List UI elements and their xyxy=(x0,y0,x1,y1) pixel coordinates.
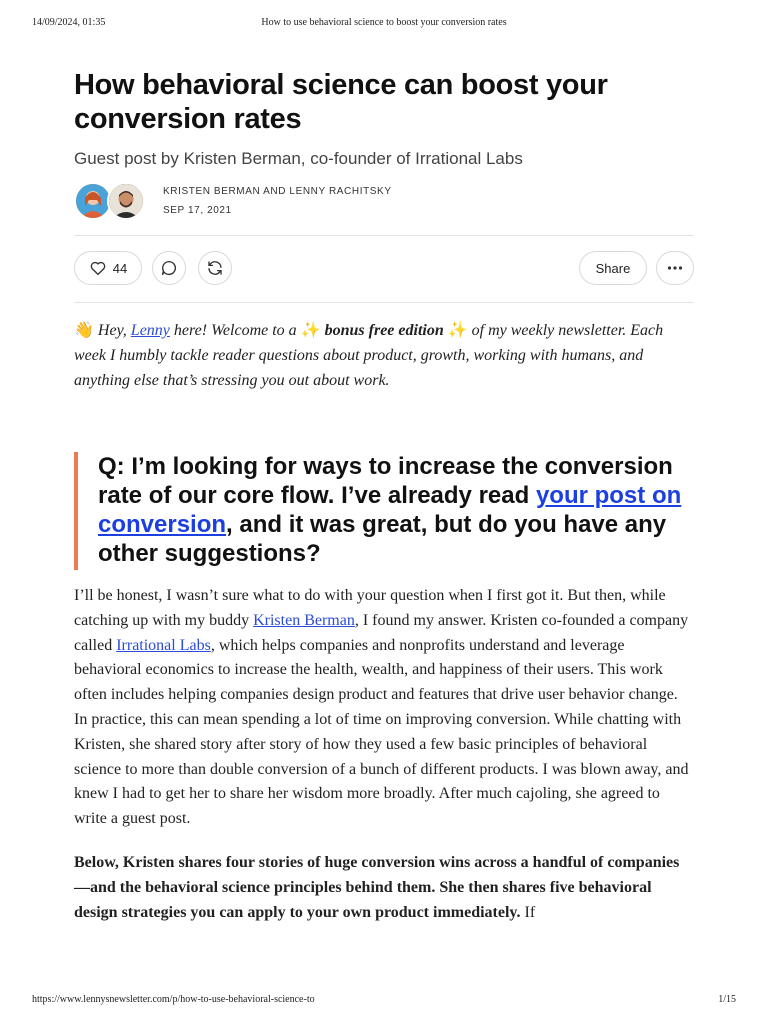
restack-button[interactable] xyxy=(198,251,232,285)
body-bold-text: Below, Kristen shares four stories of huge conversion wins across a handful of companies—and the behavioral science principles behind them. She then shares five behavioral design strategies you can apply to your own product immediately. xyxy=(74,853,680,921)
body-text: , I found my answer. Kristen co-founded a company called xyxy=(74,611,689,654)
body-paragraph xyxy=(74,584,694,832)
intro-text: of my weekly newsletter. Each week I humbly tackle reader questions about product, growth, working with humans, and anything else that’s stressing you out about work. xyxy=(74,322,664,389)
print-date: 14/09/2024, 01:35 xyxy=(32,17,106,28)
body-text: If xyxy=(520,903,536,921)
print-page-count: 1/15 xyxy=(718,994,736,1005)
conversion-post-link[interactable]: your post on conversion xyxy=(98,482,682,538)
irrational-labs-link[interactable]: Irrational Labs xyxy=(116,636,211,654)
share-label: Share xyxy=(595,260,631,276)
body-text: I’ll be honest, I wasn’t sure what to do with your question when I first got it. But then, while catching up with my buddy xyxy=(74,587,666,629)
body-paragraph xyxy=(74,851,694,925)
kristen-berman-link[interactable]: Kristen Berman xyxy=(253,611,355,629)
post-title: How behavioral science can boost your conversion rates xyxy=(74,69,608,135)
question-text: Q: I’m looking for ways to increase the conversion rate of our core flow. I’ve already read xyxy=(98,453,673,509)
post-subtitle: Guest post by Kristen Berman, co-founder of Irrational Labs xyxy=(74,149,523,168)
like-button[interactable] xyxy=(74,251,142,285)
sparkle-icon: ✨ xyxy=(447,322,468,339)
avatar-lenny[interactable] xyxy=(107,182,145,220)
more-icon xyxy=(667,265,683,271)
comment-icon xyxy=(160,259,178,277)
intro-paragraph xyxy=(74,318,694,393)
waving-hand-icon: 👋 xyxy=(74,322,94,339)
print-page-title: How to use behavioral science to boost your conversion rates xyxy=(261,17,507,28)
print-url: https://www.lennysnewsletter.com/p/how-to-use-behavioral-science-to xyxy=(32,994,315,1005)
post-date: SEP 17, 2021 xyxy=(163,205,232,216)
lenny-link[interactable]: Lenny xyxy=(130,322,170,339)
post-content xyxy=(74,68,694,944)
question-text: , and it was great, but do you have any other suggestions? xyxy=(98,511,667,567)
body-text: , which helps companies and nonprofits understand and leverage behavioral economics to increase the health, wealth, and happiness of their users. This work often includes helping companies design product and features that drive user behavior change. In practice, this can mean spending a lot of time on improving conversion. While chatting with Kristen, she shared story after story of how they used a few basic principles of behavioral science to more than double conversion of a bunch of different products. I was blown away, and knew I had to get her to share her wisdom more broadly. After much cajoling, she agreed to write a guest post. xyxy=(74,636,689,828)
post-actions-bar xyxy=(74,235,694,303)
author-info xyxy=(163,185,392,218)
sparkle-icon: ✨ xyxy=(300,322,321,339)
comment-button[interactable] xyxy=(152,251,186,285)
reader-question xyxy=(74,452,694,570)
more-options-button[interactable] xyxy=(656,251,694,285)
share-button[interactable] xyxy=(579,251,647,285)
restack-icon xyxy=(206,259,224,277)
heart-icon xyxy=(89,259,107,277)
author-names[interactable]: KRISTEN BERMAN AND LENNY RACHITSKY xyxy=(163,186,392,197)
article-body xyxy=(74,584,694,925)
like-count: 44 xyxy=(112,260,128,276)
intro-text: Hey, xyxy=(97,322,131,339)
byline xyxy=(74,182,694,222)
intro-text: here! Welcome to a xyxy=(169,322,301,339)
bonus-edition-label: bonus free edition xyxy=(324,322,444,339)
